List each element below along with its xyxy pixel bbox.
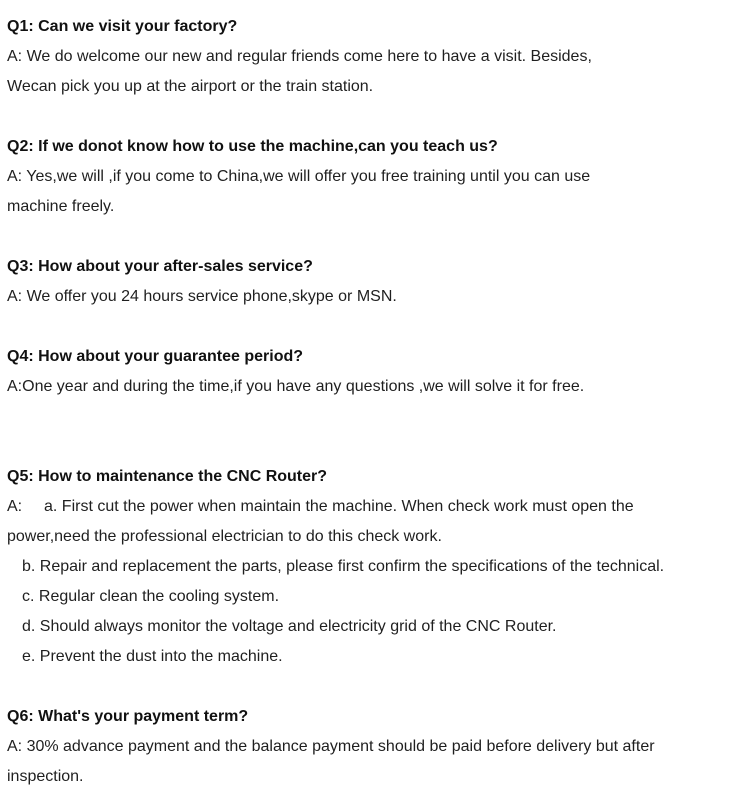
faq-answer-1-line-2: Wecan pick you up at the airport or the train station. xyxy=(7,78,374,95)
faq-answer-5-item-a: a. First cut the power when maintain the machine. When check work must open the xyxy=(44,498,634,515)
faq-answer-4-line-1: A:One year and during the time,if you have any questions ,we will solve it for free. xyxy=(7,378,585,395)
faq-question-3: Q3: How about your after-sales service? xyxy=(7,258,313,275)
faq-answer-2-line-1: A: Yes,we will ,if you come to China,we will offer you free training until you can use xyxy=(7,168,591,185)
faq-answer-5-item-e: e. Prevent the dust into the machine. xyxy=(22,648,283,665)
faq-answer-6-line-1: A: 30% advance payment and the balance payment should be paid before delivery but after xyxy=(7,738,655,755)
faq-answer-3-line-1: A: We offer you 24 hours service phone,skype or MSN. xyxy=(7,288,397,305)
faq-question-6: Q6: What's your payment term? xyxy=(7,708,249,725)
faq-answer-2-line-2: machine freely. xyxy=(7,198,115,215)
faq-answer-5-line-2: power,need the professional electrician to do this check work. xyxy=(7,528,442,545)
faq-question-1: Q1: Can we visit your factory? xyxy=(7,18,238,35)
faq-question-2: Q2: If we donot know how to use the machine,can you teach us? xyxy=(7,138,498,155)
faq-question-5: Q5: How to maintenance the CNC Router? xyxy=(7,468,328,485)
faq-answer-5-prefix: A: xyxy=(7,498,23,515)
faq-question-4: Q4: How about your guarantee period? xyxy=(7,348,304,365)
faq-answer-5-line-1 xyxy=(7,497,634,517)
faq-answer-6-line-2: inspection. xyxy=(7,768,84,785)
faq-answer-5-item-d: d. Should always monitor the voltage and electricity grid of the CNC Router. xyxy=(22,618,557,635)
faq-answer-5-item-c: c. Regular clean the cooling system. xyxy=(22,588,280,605)
faq-answer-1-line-1: A: We do welcome our new and regular friends come here to have a visit. Besides, xyxy=(7,48,592,65)
faq-answer-5-item-b: b. Repair and replacement the parts, please first confirm the specifications of the technical. xyxy=(22,558,665,575)
